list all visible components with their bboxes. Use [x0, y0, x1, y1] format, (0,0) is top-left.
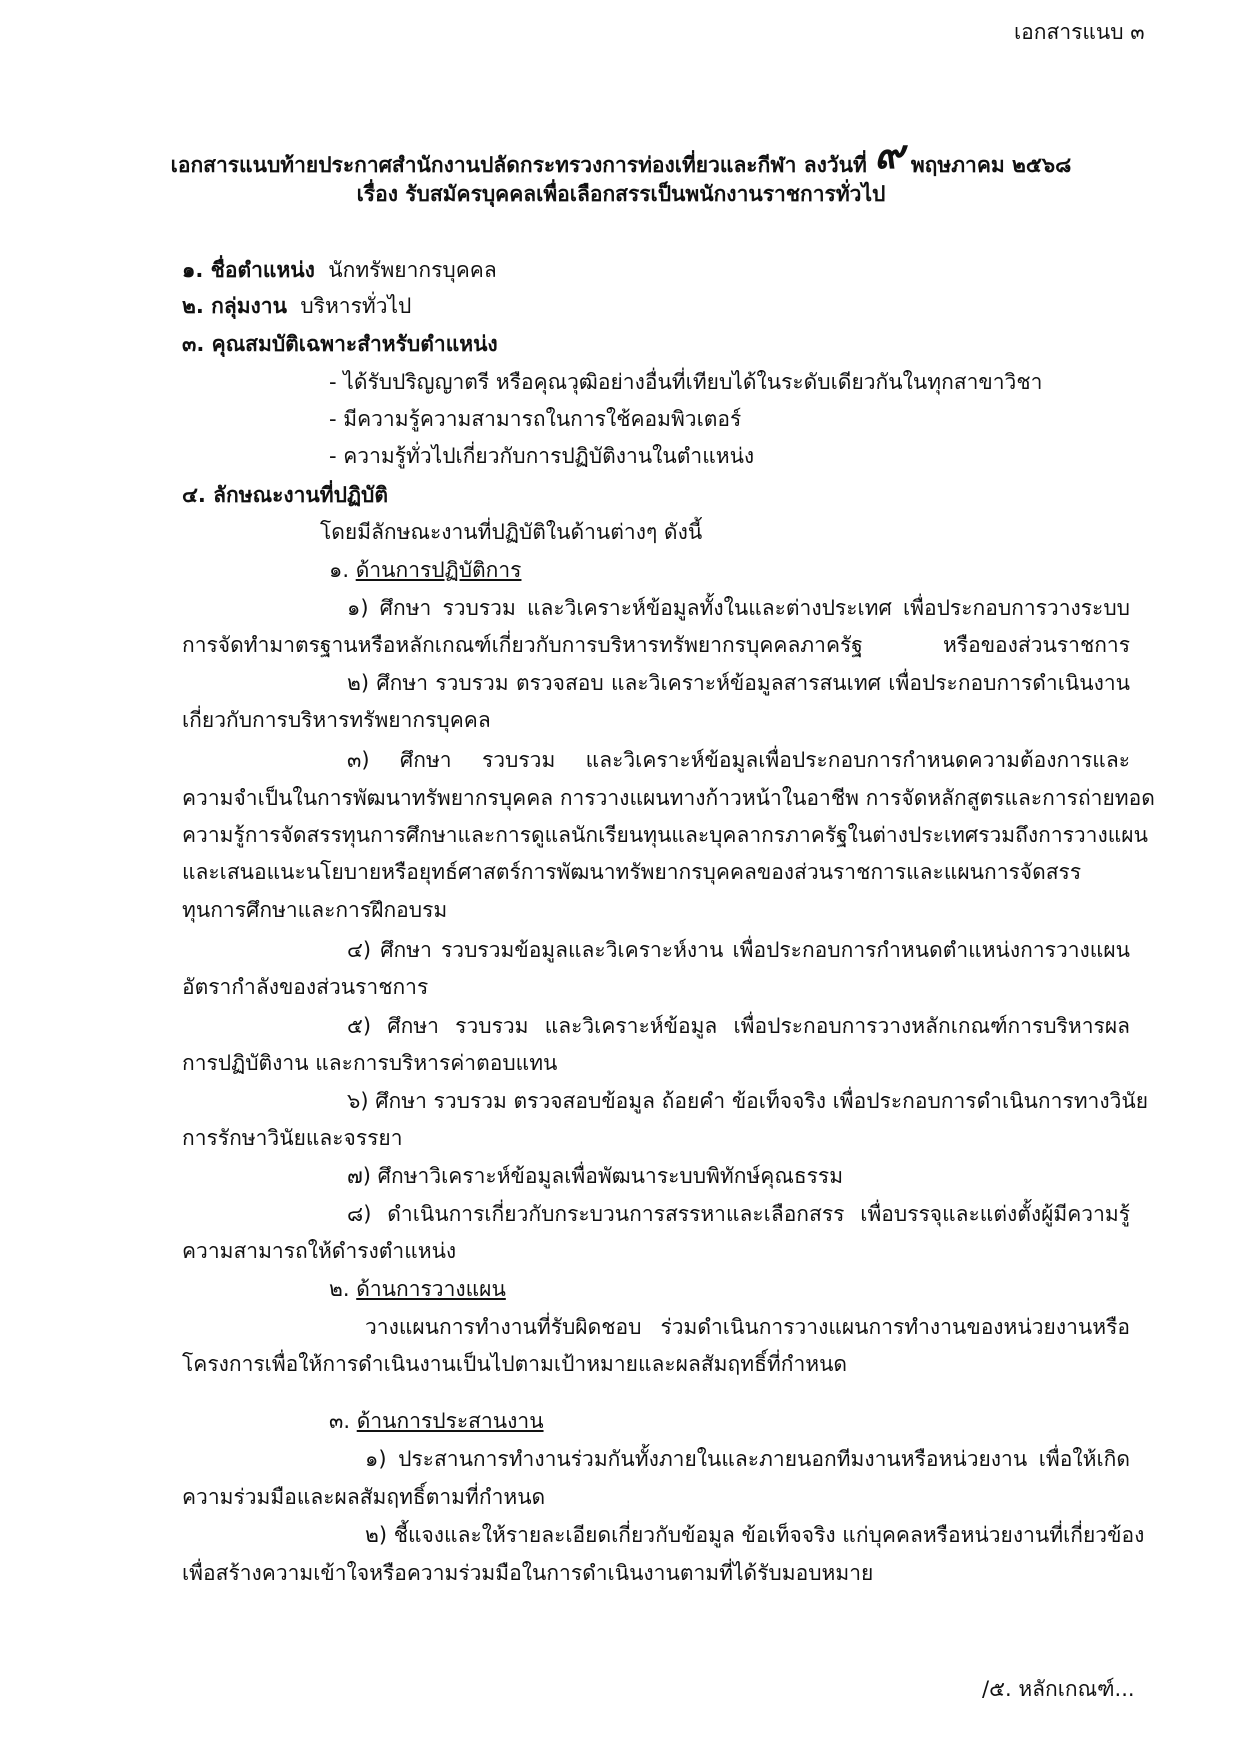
planning-line: โครงการเพื่อให้การดำเนินงานเป็นไปตามเป้าหมายและผลสัมฤทธิ์ที่กำหนด — [182, 1352, 848, 1376]
section-value: นักทรัพยากรบุคคล — [328, 258, 497, 282]
operations-line: และเสนอแนะนโยบายหรือยุทธ์ศาสตร์การพัฒนาทรัพยากรบุคคลของส่วนราชการและแผนการจัดสรร — [182, 860, 1082, 884]
section-position-name — [182, 252, 497, 289]
qualification-item: - ได้รับปริญญาตรี หรือคุณวุฒิอย่างอื่นที่เทียบได้ในระดับเดียวกันในทุกสาขาวิชา — [329, 370, 1043, 394]
operations-line: ๕) ศึกษา รวบรวม และวิเคราะห์ข้อมูล เพื่อประกอบการวางหลักเกณฑ์การบริหารผล — [347, 1014, 1130, 1038]
operations-line: ๑) ศึกษา รวบรวม และวิเคราะห์ข้อมูลทั้งในและต่างประเทศ เพื่อประกอบการวางระบบ — [347, 596, 1130, 620]
subsection-operations-heading — [329, 552, 521, 589]
operations-line: เกี่ยวกับการบริหารทรัพยากรบุคคล — [182, 708, 491, 732]
coordination-line: ๑) ประสานการทำงานร่วมกันทั้งภายในและภายนอกทีมงานหรือหน่วยงาน เพื่อให้เกิด — [365, 1447, 1130, 1471]
qualification-item: - มีความรู้ความสามารถในการใช้คอมพิวเตอร์ — [329, 407, 742, 431]
qualification-item: - ความรู้ทั่วไปเกี่ยวกับการปฏิบัติงานในตำแหน่ง — [329, 444, 755, 468]
section-label: ๑. ชื่อตำแหน่ง — [182, 258, 315, 282]
subsection-planning-heading — [329, 1271, 506, 1308]
subsection-number: ๑. — [329, 558, 350, 582]
coordination-line: ๒) ชี้แจงและให้รายละเอียดเกี่ยวกับข้อมูล ข้อเท็จจริง แก่บุคคลหรือหน่วยงานที่เกี่ยวข้อง — [365, 1523, 1145, 1547]
operations-line: อัตรากำลังของส่วนราชการ — [182, 975, 429, 999]
operations-line: ๘) ดำเนินการเกี่ยวกับกระบวนการสรรหาและเลือกสรร เพื่อบรรจุและแต่งตั้งผู้มีความรู้ — [347, 1202, 1130, 1226]
operations-line: ความรู้การจัดสรรทุนการศึกษาและการดูแลนักเรียนทุนและบุคลากรภาครัฐในต่างประเทศรวมถึงการวางแผน — [182, 823, 1148, 847]
operations-line: ๗) ศึกษาวิเคราะห์ข้อมูลเพื่อพัฒนาระบบพิทักษ์คุณธรรม — [347, 1164, 844, 1188]
title-suffix: พฤษภาคม ๒๕๖๘ — [910, 153, 1072, 177]
coordination-line: ความร่วมมือและผลสัมฤทธิ์ตามที่กำหนด — [182, 1485, 546, 1509]
section-value: บริหารทั่วไป — [300, 294, 412, 318]
coordination-line: เพื่อสร้างความเข้าใจหรือความร่วมมือในการดำเนินงานตามที่ได้รับมอบหมาย — [182, 1561, 874, 1585]
operations-line: การจัดทำมาตรฐานหรือหลักเกณฑ์เกี่ยวกับการบริหารทรัพยากรบุคคลภาครัฐ หรือของส่วนราชการ — [182, 633, 1130, 657]
operations-line: ๖) ศึกษา รวบรวม ตรวจสอบข้อมูล ถ้อยคำ ข้อเท็จจริง เพื่อประกอบการดำเนินการทางวินัย — [347, 1089, 1149, 1113]
operations-line: ๓) ศึกษา รวบรวม และวิเคราะห์ข้อมูลเพื่อประกอบการกำหนดความต้องการและ — [347, 748, 1130, 772]
document-title-line2: เรื่อง รับสมัครบุคคลเพื่อเลือกสรรเป็นพนักงานราชการทั่วไป — [356, 182, 886, 206]
subsection-coordination-heading — [329, 1403, 544, 1440]
job-description-intro: โดยมีลักษณะงานที่ปฏิบัติในด้านต่างๆ ดังนี้ — [320, 520, 703, 544]
section-work-group — [182, 288, 411, 325]
operations-line: การปฏิบัติงาน และการบริหารค่าตอบแทน — [182, 1051, 558, 1075]
section-job-description-heading: ๔. ลักษณะงานที่ปฏิบัติ — [182, 483, 389, 507]
title-prefix: เอกสารแนบท้ายประกาศสำนักงานปลัดกระทรวงการท่องเที่ยวและกีฬา ลงวันที่ — [170, 153, 867, 177]
operations-line: ๒) ศึกษา รวบรวม ตรวจสอบ และวิเคราะห์ข้อมูลสารสนเทศ เพื่อประกอบการดำเนินงาน — [347, 671, 1130, 695]
operations-line: ทุนการศึกษาและการฝึกอบรม — [182, 898, 448, 922]
planning-line: วางแผนการทำงานที่รับผิดชอบ ร่วมดำเนินการวางแผนการทำงานของหน่วยงานหรือ — [365, 1315, 1130, 1339]
subsection-title: ด้านการปฏิบัติการ — [355, 558, 522, 582]
subsection-title: ด้านการประสานงาน — [356, 1409, 544, 1433]
subsection-number: ๒. — [329, 1277, 350, 1301]
operations-line: ๔) ศึกษา รวบรวมข้อมูลและวิเคราะห์งาน เพื่อประกอบการกำหนดตำแหน่งการวางแผน — [347, 938, 1130, 962]
section-qualifications-heading: ๓. คุณสมบัติเฉพาะสำหรับตำแหน่ง — [182, 332, 498, 356]
section-label: ๒. กลุ่มงาน — [182, 294, 287, 318]
handwritten-day: ๙ — [874, 131, 904, 178]
page-continuation: /๕. หลักเกณฑ์... — [982, 1677, 1135, 1701]
attachment-label: เอกสารแนบ ๓ — [1014, 20, 1145, 44]
subsection-title: ด้านการวางแผน — [356, 1277, 506, 1301]
subsection-number: ๓. — [329, 1409, 351, 1433]
operations-line: ความจำเป็นในการพัฒนาทรัพยากรบุคคล การวางแผนทางก้าวหน้าในอาชีพ การจัดหลักสูตรและการถ่ายทอด — [182, 786, 1155, 810]
operations-line: ความสามารถให้ดำรงตำแหน่ง — [182, 1239, 457, 1263]
operations-line: การรักษาวินัยและจรรยา — [182, 1126, 403, 1150]
